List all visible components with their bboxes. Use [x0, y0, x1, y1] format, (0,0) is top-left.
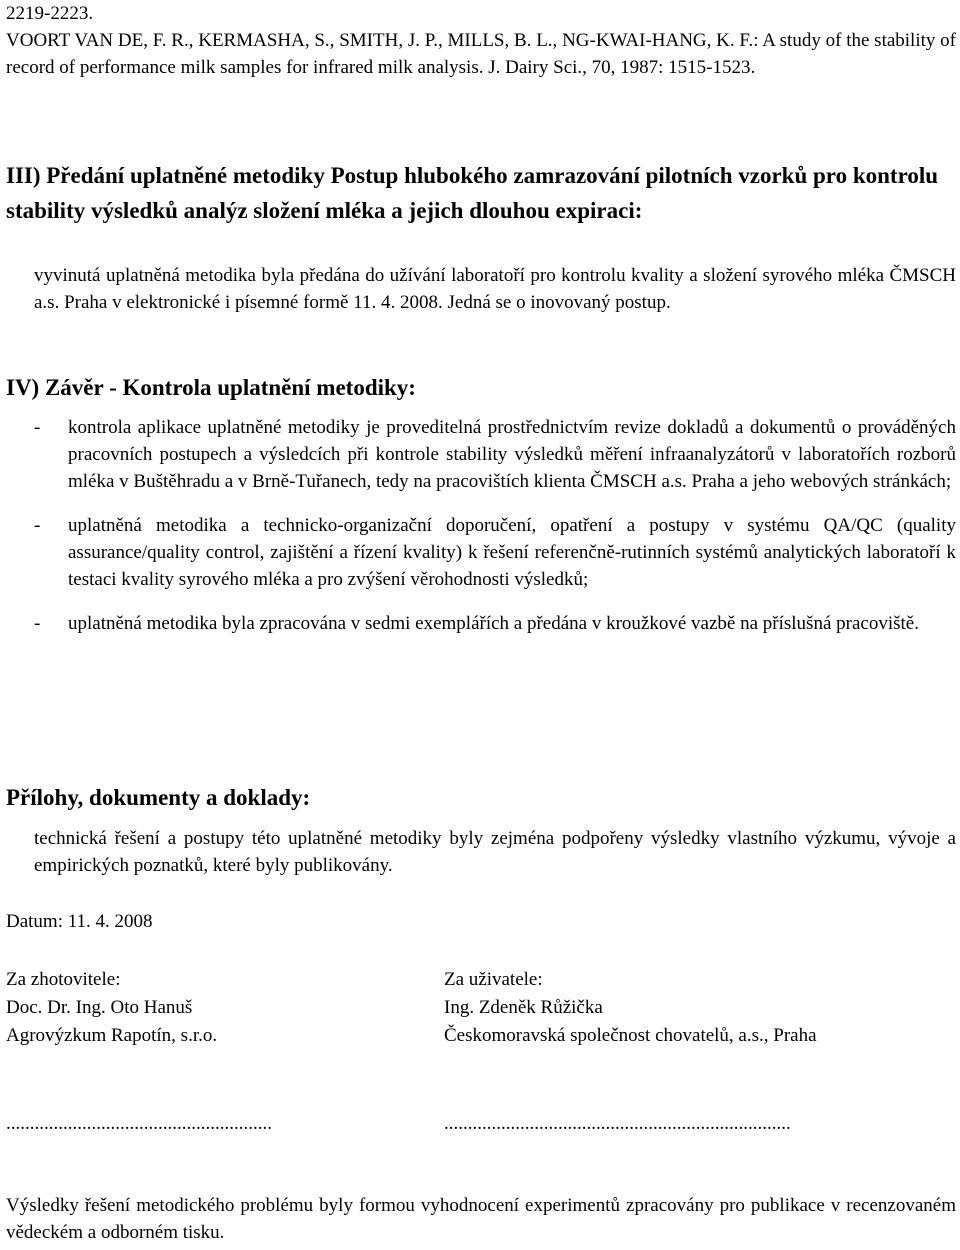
list-item-text: uplatněná metodika byla zpracována v sedmi exemplářích a předána v kroužkové vazbě na příslušná pracoviště.: [68, 613, 919, 634]
section4-heading-bold: IV) Závěr: [6, 375, 104, 400]
section4-heading: [6, 372, 956, 404]
dash-bullet: -: [34, 613, 41, 634]
signature-label: Za zhotovitele:: [6, 969, 121, 990]
section4-list: [6, 414, 956, 654]
list-item: [6, 610, 956, 637]
attachments-heading: Přílohy, dokumenty a doklady:: [6, 785, 311, 810]
signature-name: Ing. Zdeněk Růžička: [444, 997, 603, 1018]
list-item-text: kontrola aplikace uplatněné metodiky je proveditelná prostřednictvím revize dokladů a dokumentů o prováděných pracovních postupech a výsledcích při kontrole stability výsledků měření infraanalyzátorů v laboratořích rozborů mléka v Buštěhradu a v Brně-Tuřanech, tedy na pracovištích klienta ČMSCH a.s. Praha a jeho webových stránkách;: [68, 417, 956, 492]
reference-citation: VOORT VAN DE, F. R., KERMASHA, S., SMITH, J. P., MILLS, B. L., NG-KWAI-HANG, K. F.: A study of the stability of record of performance milk samples for infrared milk analysis. J. Dairy Sci., 70, 1987: 1515-1523.: [6, 30, 956, 78]
signature-name: Doc. Dr. Ing. Oto Hanuš: [6, 997, 193, 1018]
signature-contractor: [6, 966, 426, 1050]
section3-heading: III) Předání uplatněné metodiky Postup hlubokého zamrazování pilotních vzorků pro kontrolu stability výsledků analýz složení mléka a jejich dlouhou expiraci:: [6, 163, 939, 223]
section3-text: vyvinutá uplatněná metodika byla předána do užívání laboratoří pro kontrolu kvality a složení syrového mléka ČMSCH a.s. Praha v elektronické i písemné formě 11. 4. 2008. Jedná se o inovovaný postup.: [34, 265, 956, 313]
attachments-text: technická řešení a postupy této uplatněné metodiky byly zejména podpořeny výsledky vlastního výzkumu, vývoje a empirických poznatků, které byly publikovány.: [34, 828, 956, 876]
list-item-text: uplatněná metodika a technicko-organizační doporučení, opatření a postupy v systému QA/QC (quality assurance/quality control, zajištění a řízení kvality) k řešení referenčně-rutinních systémů analytických laboratoří k testaci kvality syrového mléka a pro zvýšení věrohodnosti výsledků;: [68, 515, 956, 590]
date-line: Datum: 11. 4. 2008: [6, 911, 153, 932]
signature-label: Za uživatele:: [444, 969, 543, 990]
signature-line-left: ........................................................: [6, 1113, 272, 1134]
signature-user: [444, 966, 956, 1050]
signature-org: Agrovýzkum Rapotín, s.r.o.: [6, 1025, 218, 1046]
dash-bullet: -: [34, 515, 41, 536]
signature-org: Českomoravská společnost chovatelů, a.s., Praha: [444, 1025, 817, 1046]
list-item: [6, 414, 956, 495]
dash-bullet: -: [34, 417, 41, 438]
reference-block: [6, 0, 956, 81]
signature-line-right: .........................................................................: [444, 1113, 791, 1134]
footer-text: Výsledky řešení metodického problému byly formou vyhodnocení experimentů zpracovány pro publikace v recenzovaném vědeckém a odborném tisku.: [6, 1195, 956, 1243]
reference-pages: 2219-2223.: [6, 3, 94, 24]
section4-heading-rest: - Kontrola uplatnění metodiky:: [103, 375, 416, 400]
list-item: [6, 512, 956, 593]
